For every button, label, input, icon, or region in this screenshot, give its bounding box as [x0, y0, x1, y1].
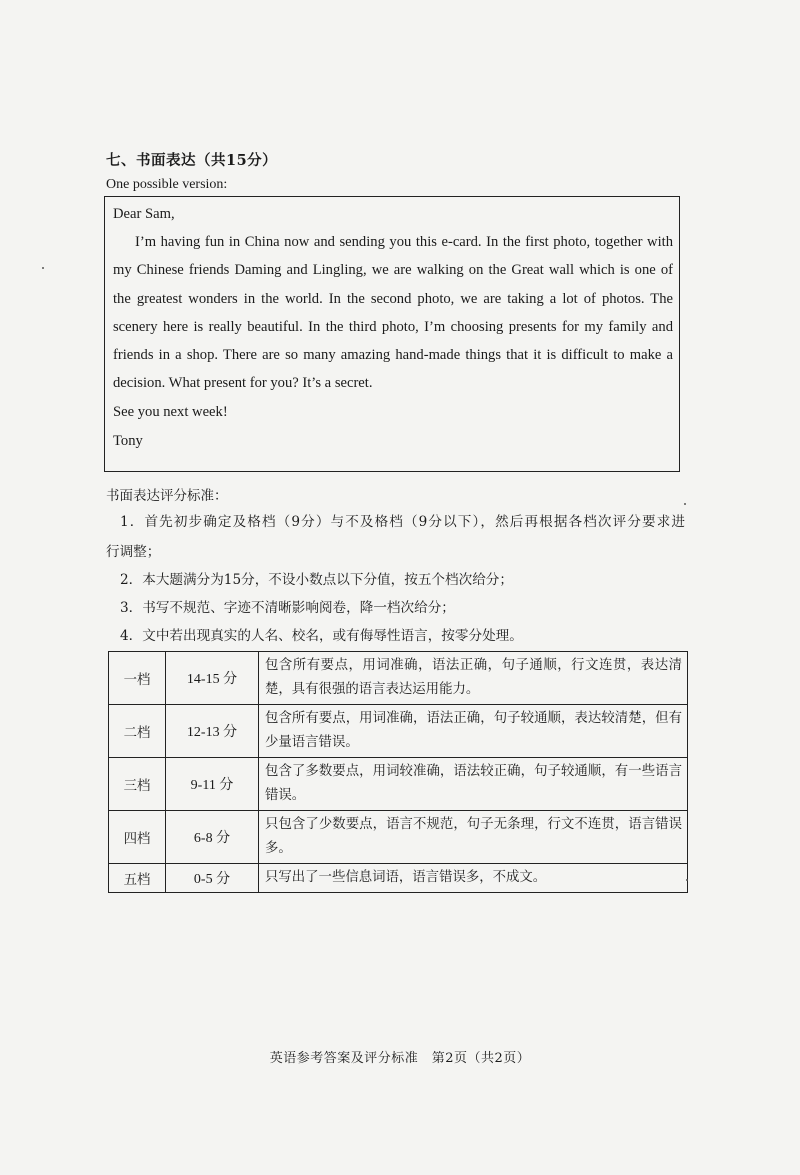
grade-description: 包含所有要点，用词准确，语法正确，句子通顺，行文连贯，表达清楚，具有很强的语言表达运用能力。 [259, 652, 688, 705]
scan-speck [684, 503, 686, 505]
essay-line: friends in a shop. There are so many amazing hand-made things that it is difficult to make a [113, 347, 673, 363]
scan-speck [42, 267, 44, 269]
rule-2: 2．本大题满分为15分，不设小数点以下分值，按五个档次给分； [120, 572, 513, 588]
grade-score: 12-13 分 [166, 705, 259, 758]
table-row [109, 864, 688, 893]
grade-score: 6-8 分 [166, 811, 259, 864]
rule-1-line-1: 1．首先初步确定及格档（9分）与不及格档（9分以下），然后再根据各档次评分要求进 [120, 514, 685, 530]
grading-table [108, 651, 688, 893]
rule-3: 3．书写不规范、字迹不清晰影响阅卷，降一档次给分； [120, 600, 455, 616]
criteria-title: 书面表达评分标准： [106, 488, 228, 504]
scan-speck [686, 879, 688, 881]
section-title: 七、书面表达（共15分） [106, 152, 278, 169]
essay-line: scenery here is really beautiful. In the third photo, I’m choosing presents for my family and [113, 319, 673, 335]
table-row [109, 652, 688, 705]
rule-4: 4．文中若出现真实的人名、校名，或有侮辱性语言，按零分处理。 [120, 628, 523, 644]
grade-description: 包含所有要点，用词准确，语法正确，句子较通顺，表达较清楚，但有少量语言错误。 [259, 705, 688, 758]
essay-line: the greatest wonders in the world. In the second photo, we are taking a lot of photos. The [113, 291, 673, 307]
grade-level: 四档 [109, 811, 166, 864]
model-essay-box [104, 196, 680, 472]
grade-score: 14-15 分 [166, 652, 259, 705]
grade-level: 三档 [109, 758, 166, 811]
grade-description: 包含了多数要点，用词较准确，语法较正确，句子较通顺，有一些语言错误。 [259, 758, 688, 811]
essay-greeting: Dear Sam, [113, 206, 175, 222]
table-row [109, 758, 688, 811]
grade-score: 9-11 分 [166, 758, 259, 811]
page-footer: 英语参考答案及评分标准 第2页（共2页） [269, 1051, 531, 1066]
essay-line: decision. What present for you? It’s a secret. [113, 375, 373, 391]
grade-level: 一档 [109, 652, 166, 705]
table-row [109, 811, 688, 864]
essay-line: my Chinese friends Daming and Lingling, we are walking on the Great wall which is one of [113, 262, 673, 278]
grade-description: 只写出了一些信息词语，语言错误多，不成文。 [259, 864, 688, 893]
grade-description: 只包含了少数要点，语言不规范，句子无条理，行文不连贯，语言错误多。 [259, 811, 688, 864]
grade-score: 0-5 分 [166, 864, 259, 893]
version-label: One possible version: [106, 177, 228, 192]
essay-line: I’m having fun in China now and sending you this e-card. In the first photo, together with [135, 234, 673, 250]
essay-signature: Tony [113, 433, 143, 449]
grade-level: 二档 [109, 705, 166, 758]
grade-level: 五档 [109, 864, 166, 893]
essay-closing: See you next week! [113, 404, 228, 420]
rule-1-line-2: 行调整； [106, 544, 161, 560]
table-row [109, 705, 688, 758]
